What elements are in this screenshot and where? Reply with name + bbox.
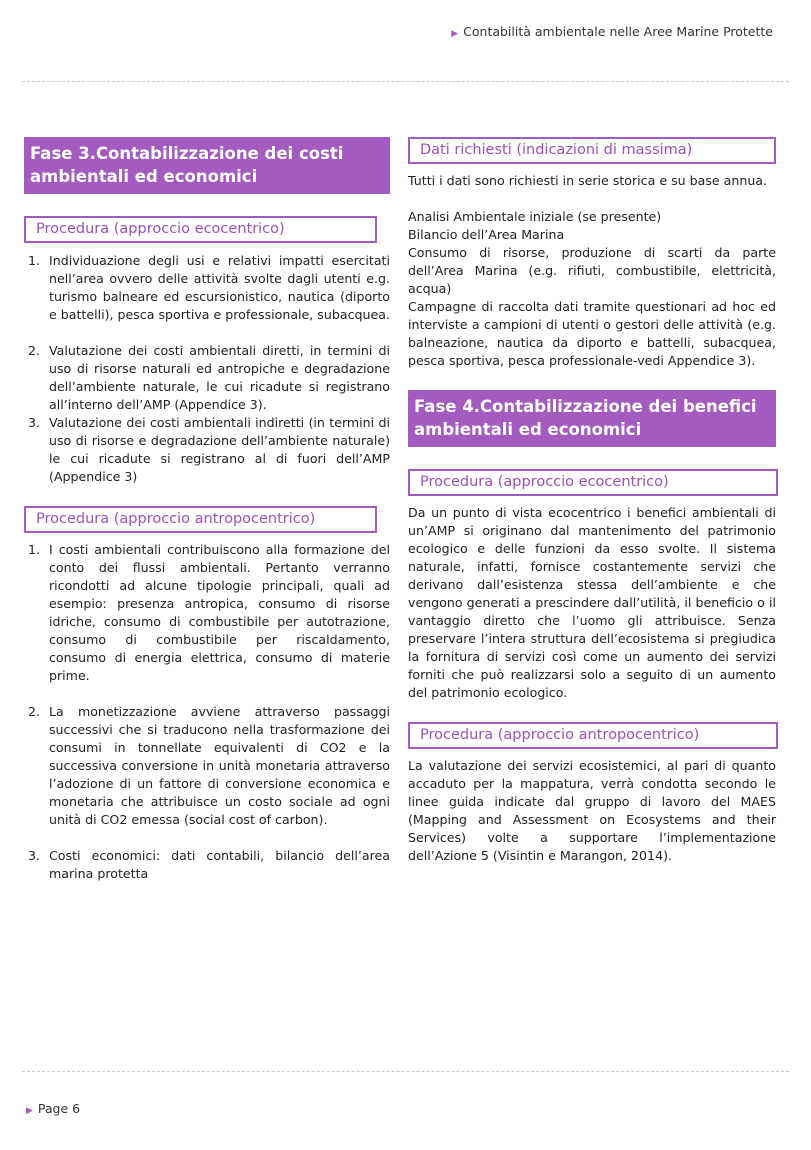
header-text: Contabilità ambientale nelle Aree Marine Protette bbox=[463, 24, 773, 39]
list-item: 2. La monetizzazione avviene attraverso passaggi successivi che si traducono nella trasformazione dei consumi in tonnellate equivalenti di CO2 e la successiva conversione in unità monetaria attraverso l’adozione di un fattore di conversione economica e monetaria che attribuisce un costo sociale ad ogni unità di CO2 emessa (social cost of carbon). bbox=[28, 704, 390, 827]
dati-line: Bilancio dell’Area Marina bbox=[408, 227, 565, 242]
eco-procedure-list bbox=[24, 252, 390, 486]
fase4-title: Fase 4.Contabilizzazione dei benefici ambientali ed economici bbox=[408, 390, 776, 447]
antro-procedure-heading: Procedura (approccio antropocentrico) bbox=[24, 506, 377, 533]
page-number: Page 6 bbox=[37, 1101, 81, 1116]
triangle-bullet-icon: ▶ bbox=[451, 29, 459, 39]
fase3-title: Fase 3.Contabilizzazione dei costi ambientali ed economici bbox=[24, 137, 390, 194]
eco-procedure-heading-right: Procedura (approccio ecocentrico) bbox=[408, 469, 778, 496]
running-header bbox=[451, 24, 773, 39]
eco-procedure-heading: Procedura (approccio ecocentrico) bbox=[24, 216, 377, 243]
dati-list bbox=[408, 208, 776, 370]
list-item: 1. Individuazione degli usi e relativi impatti esercitati nell’area ovvero delle attività svolte dagli utenti e.g. turismo balneare ed escursionistico, nautica (diporto e battelli), pesca sportiva e professionale, subacquea. bbox=[28, 253, 390, 322]
footer-divider bbox=[22, 1071, 789, 1072]
left-column bbox=[24, 137, 390, 883]
page-footer bbox=[26, 1101, 80, 1116]
antro-procedure-list bbox=[24, 541, 390, 883]
header-divider bbox=[22, 81, 789, 82]
list-item: 3. Valutazione dei costi ambientali indiretti (in termini di uso di risorse e degradazione dell’ambiente naturale) le cui ricadute si registrano al di fuori dell’AMP (Appendice 3) bbox=[28, 415, 390, 484]
dati-line: Consumo di risorse, produzione di scarti da parte dell’Area Marina (e.g. rifiuti, combustibile, elettricità, acqua) bbox=[408, 245, 776, 296]
right-column bbox=[408, 137, 776, 865]
antro-procedure-heading-right: Procedura (approccio antropocentrico) bbox=[408, 722, 778, 749]
dati-line: Analisi Ambientale iniziale (se presente) bbox=[408, 209, 662, 224]
dati-intro: Tutti i dati sono richiesti in serie storica e su base annua. bbox=[408, 173, 768, 188]
list-item: 1. I costi ambientali contribuiscono alla formazione del conto dei flussi ambientali. Pertanto verranno ricondotti ad alcune tipologie principali, quali ad esempio: presenza antropica, consumo di risorse idriche, consumo di combustibile per autotrazione, consumo di combustibile per riscaldamento, consumo di energia elettrica, consumo di materie prime. bbox=[28, 542, 390, 683]
list-item: 3. Costi economici: dati contabili, bilancio dell’area marina protetta bbox=[28, 848, 390, 881]
list-item: 2. Valutazione dei costi ambientali diretti, in termini di uso di risorse naturali ed antropiche e degradazione dell’ambiente naturale, le cui ricadute si registrano all’interno dell’AMP (Appendice 3). bbox=[28, 343, 390, 412]
dati-line: Campagne di raccolta dati tramite questionari ad hoc ed interviste a campioni di utenti o gestori delle attività (e.g. balneazione, nautica da diporto e battelli, subacquea, pesca sportiva, pesca professionale-vedi Appendice 3). bbox=[408, 299, 776, 368]
antro-procedure-text: La valutazione dei servizi ecosistemici, al pari di quanto accaduto per la mappatura, verrà condotta secondo le linee guida indicate dal gruppo di lavoro del MAES (Mapping and Assessment on Ecosystems and their Services) volte a supportare l’implementazione dell’Azione 5 (Visintin e Marangon, 2014). bbox=[408, 758, 776, 863]
dati-heading: Dati richiesti (indicazioni di massima) bbox=[408, 137, 776, 164]
eco-procedure-text: Da un punto di vista ecocentrico i benefici ambientali di un’AMP si originano dal mantenimento del patrimonio ecologico e delle funzioni da esso svolte. Il sistema naturale, infatti, fornisce costantemente servizi che derivano dall’esistenza stessa dell’ambiente e che vengono generati a prescindere dall’utilità, il beneficio o il vantaggio diretto che l’uomo gli attribuisce. Senza preservare l’intera struttura dell’ecosistema si pregiudica la fornitura di servizi così come un aumento dei servizi forniti che può realizzarsi solo a seguito di un aumento del patrimonio ecologico. bbox=[408, 505, 776, 700]
triangle-bullet-icon: ▶ bbox=[26, 1106, 33, 1116]
